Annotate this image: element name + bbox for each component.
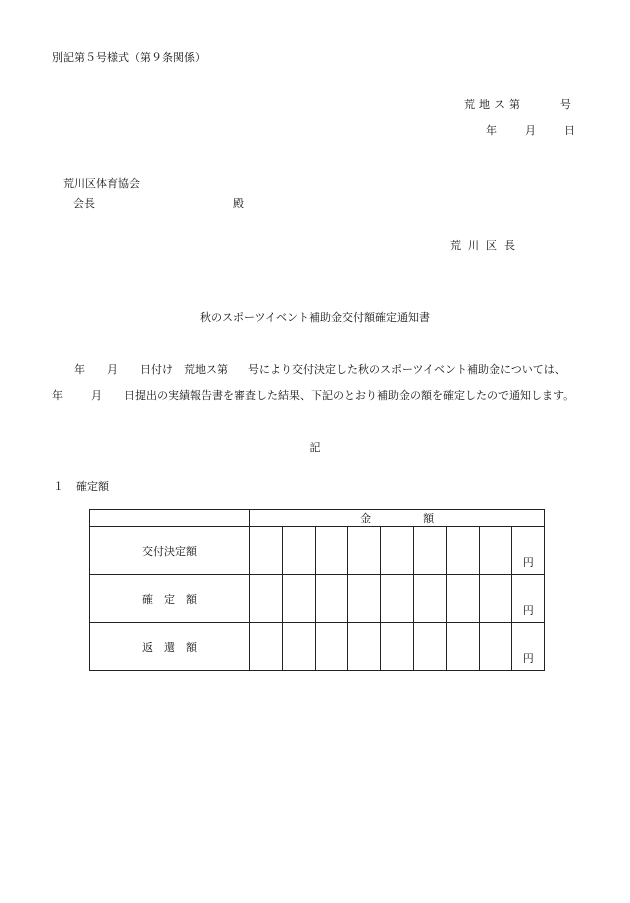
table-header-row xyxy=(90,510,545,527)
form-number: 別記第５号様式（第９条関係） xyxy=(52,51,206,64)
digit-cell xyxy=(250,623,283,671)
body2-year: 年 xyxy=(52,389,63,402)
yen-unit: 円 xyxy=(512,575,545,623)
header-gaku: 額 xyxy=(423,512,435,525)
section-heading xyxy=(53,478,109,494)
row-label: 返 還 額 xyxy=(90,623,250,671)
digit-cell xyxy=(315,527,348,575)
digit-cell xyxy=(479,527,512,575)
digit-cell xyxy=(381,623,414,671)
digit-cell xyxy=(413,575,446,623)
section-label: 確定額 xyxy=(76,480,109,493)
digit-cell xyxy=(250,527,283,575)
table-row xyxy=(90,527,545,575)
body-line-1 xyxy=(74,361,566,377)
body-day-ref: 日付け 荒地ス第 xyxy=(140,363,228,376)
document-number-suffix: 号 xyxy=(560,98,575,111)
digit-cell xyxy=(315,575,348,623)
body2-month: 月 xyxy=(91,389,102,402)
section-number: １ xyxy=(53,480,64,493)
addressee-line xyxy=(73,195,244,211)
digit-cell xyxy=(348,527,381,575)
table-row xyxy=(90,575,545,623)
digit-cell xyxy=(479,623,512,671)
document-title: 秋のスポーツイベント補助金交付額確定通知書 xyxy=(199,311,430,324)
document-number xyxy=(464,96,575,112)
digit-cell xyxy=(348,575,381,623)
digit-cell xyxy=(381,527,414,575)
digit-cell xyxy=(413,623,446,671)
digit-cell xyxy=(479,575,512,623)
body-year: 年 xyxy=(74,363,85,376)
ki-heading: 記 xyxy=(309,441,321,454)
date-year: 年 xyxy=(486,124,497,137)
row-label: 交付決定額 xyxy=(90,527,250,575)
issue-date xyxy=(486,122,575,138)
body-line-2 xyxy=(52,387,574,403)
body-month: 月 xyxy=(107,363,118,376)
date-day: 日 xyxy=(564,124,575,137)
date-month: 月 xyxy=(525,124,536,137)
digit-cell xyxy=(250,575,283,623)
digit-cell xyxy=(446,623,479,671)
document-number-prefix: 荒地ス第 xyxy=(464,98,524,111)
digit-cell xyxy=(446,527,479,575)
table-header-amount xyxy=(250,510,545,527)
addressee-honorific: 殿 xyxy=(233,197,244,210)
row-label: 確 定 額 xyxy=(90,575,250,623)
table-row xyxy=(90,623,545,671)
header-kin: 金 xyxy=(360,512,372,525)
body-line-2-rest: 日提出の実績報告書を審査した結果、下記のとおり補助金の額を確定したので通知します。 xyxy=(124,389,575,402)
yen-unit: 円 xyxy=(512,623,545,671)
digit-cell xyxy=(413,527,446,575)
addressee-title: 会長 xyxy=(73,197,95,210)
digit-cell xyxy=(282,575,315,623)
yen-unit: 円 xyxy=(512,527,545,575)
digit-cell xyxy=(381,575,414,623)
digit-cell xyxy=(282,527,315,575)
amount-table xyxy=(89,509,545,671)
body-line-1-rest: 号により交付決定した秋のスポーツイベント補助金については、 xyxy=(248,363,566,376)
sender: 荒川区長 xyxy=(450,239,522,252)
table-header-blank xyxy=(90,510,250,527)
digit-cell xyxy=(446,575,479,623)
digit-cell xyxy=(315,623,348,671)
digit-cell xyxy=(282,623,315,671)
digit-cell xyxy=(348,623,381,671)
addressee-organization: 荒川区体育協会 xyxy=(63,177,140,190)
